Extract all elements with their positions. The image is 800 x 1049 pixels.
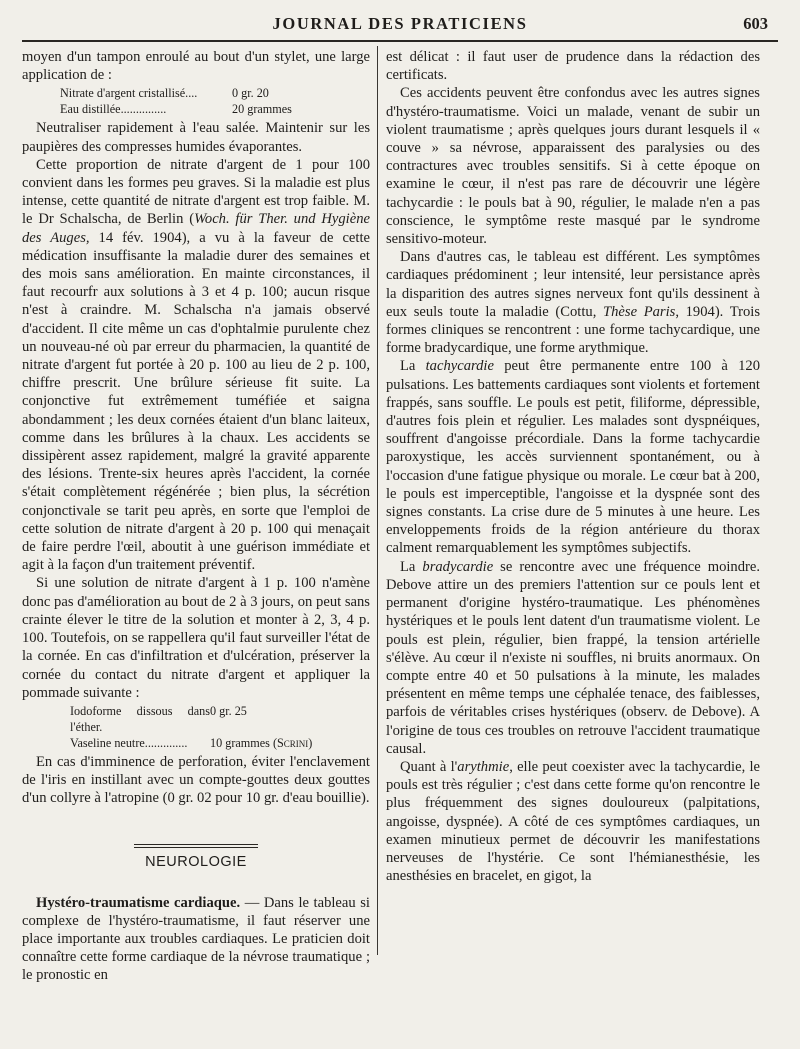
prescription-line bbox=[22, 85, 370, 101]
paragraph bbox=[386, 558, 760, 758]
paragraph: En cas d'imminence de perforation, éviter l'enclavement de l'iris en instillant avec un compte-gouttes deux gouttes d'un collyre à l'atropine (0 gr. 02 pour 10 gr. d'eau bouillie). bbox=[22, 753, 370, 807]
term: bradycardie bbox=[422, 558, 494, 575]
journal-title: JOURNAL DES PRATICIENS bbox=[272, 14, 528, 33]
section-rule bbox=[134, 844, 258, 845]
ingredient: Iodoforme dissous dans l'éther. bbox=[70, 703, 210, 734]
text-run: La bbox=[400, 358, 426, 375]
source-author: (Scrini) bbox=[272, 735, 313, 750]
text-run: 14 fév. 1904), a vu à la faveur de cette médication insuffisante la maladie durer des semaines et des mois sans amélioration. En mainte circonstances, il faut recourfr aux solutions à 3 et 4 p. 100; aucun risque n'est à craindre. M. Schalscha n'a jamais observé d'accident. Il cite même un cas d'ophtalmie purulente chez un nouveau-né où par erreur du pharmacien, la quantité de nitrate d'argent fut portée à 20 p. 100 au lieu de 2 p. 100, chiffre prescrit. Une brûlure sérieuse fit suite. La conjonctive fut extrêmement tuméfiée et saigna abondamment ; les deux cornées étaient d'un blanc laiteux, comme dans les brûlures à la chaux. Les accidents se dissipèrent assez rapidement, malgré la gravité apparente des lésions. Trente-six heures après l'accident, la cornée s'était complètement régénérée ; bien plus, la sécrétion conjonctivale se tarit peu après, en sorte que l'emploi de cette solution de nitrate d'argent à 20 p. 100 qui menaçait de faire perdre l'œil, aboutit à une guérison immédiate et agit à la façon d'un traitement préventif. bbox=[22, 229, 370, 574]
quantity: 0 gr. 20 bbox=[232, 86, 269, 101]
paragraph bbox=[386, 248, 760, 357]
text-run: , 1904). Trois formes cliniques se rencontrent : une forme tachycardique, une forme bradycardique, une forme arythmique. bbox=[386, 303, 760, 357]
page-number: 603 bbox=[743, 14, 768, 33]
paragraph bbox=[386, 357, 760, 557]
column-divider bbox=[377, 46, 378, 955]
prescription-line bbox=[22, 735, 370, 751]
text-run: peut être permanente entre 100 à 120 pulsations. Les battements cardiaques sont violents et fortement frappés, sans souffle. Le pouls est petit, filiforme, dépressible, d'autres fois plein et régulier. Les malades sont dyspnéiques, souffrent d'angoisse précordiale. Dans la forme tachycardie paroxystique, les accès surviennent spontanément, ou à l'occasion d'une fatigue physique ou morale. Le cœur bat à 200, le pouls est imperceptible, l'angoisse et la dyspnée sont des signes constants. La crise dure de 5 minutes à une heure. Les enveloppements froids de la région antérieure du thorax calment remarquablement les symptômes subjectifs. bbox=[386, 358, 761, 557]
prescription-line bbox=[22, 101, 370, 117]
paragraph: Si une solution de nitrate d'argent à 1 p. 100 n'amène donc pas d'amélioration au bout de 2 à 3 jours, on peut sans crainte élever le titre de la solution et monter à 2, 3, 4 p. 100. Toutefois, on se rappellera qu'il faut surveiller l'état de la cornée. En cas d'infiltration et d'ulcération, préserver la cornée du contact du nitrate d'argent et appliquer la pommade suivante : bbox=[22, 575, 370, 701]
text-run: La bbox=[400, 558, 423, 575]
prescription-nitrate bbox=[22, 85, 370, 117]
left-column bbox=[22, 48, 370, 985]
term: tachycardie bbox=[425, 358, 494, 375]
ingredient: Nitrate d'argent cristallisé.... bbox=[60, 86, 198, 101]
ingredient: Vaseline neutre.............. bbox=[70, 735, 188, 750]
paragraph: est délicat : il faut user de prudence dans la rédaction des certificats. bbox=[386, 49, 760, 84]
section-header bbox=[22, 844, 370, 874]
header-rule bbox=[22, 40, 778, 42]
paragraph: Ces accidents peuvent être confondus avec les autres signes d'hystéro-traumatisme. Voici un malade, venant de subir un violent traumatisme ; après quelques jours durant lesquels il « couve » sa névrose, apparaissent des paralysies ou des contractures avec troubles sensitifs. Si à cette époque on examine le cœur, il n'est pas rare de découvrir une légère tachycardie : le pouls bat à 90, régulier, le malade n'en a pas conscience, le symptôme reste masqué par le syndrome sensitivo-moteur. bbox=[386, 85, 760, 248]
paragraph bbox=[386, 758, 760, 885]
paragraph: moyen d'un tampon enroulé au bout d'un stylet, une large application de : bbox=[22, 49, 370, 84]
text-run: — Dans le tableau si complexe de l'hystéro-traumatisme, il faut réserver une place importante aux troubles cardiaques. Le praticien doit connaître cette forme cardiaque de la névrose traumatique ; le pronostic en bbox=[22, 894, 370, 984]
text-run: Cette proportion de nitrate d'argent de 1 pour 100 convient dans les formes peu graves. Si la maladie est plus intense, cette quantité de nitrate d'argent est trop faible. M. le Dr Schalscha, de Berlin ( bbox=[22, 156, 370, 228]
right-column bbox=[386, 48, 760, 885]
paragraph bbox=[22, 156, 370, 575]
text-run: , elle peut coexister avec la tachycardie, le pouls est très régulier ; c'est dans cette forme qu'on rencontre le plus fréquemment des signes douloureux (palpitations, angoisse, dyspnée). A côté de ces symptômes cardiaques, un examen minutieux permet de découvrir les manifestations nerveuses de l'hystérie. Ce sont l'hémianesthésie, les anesthésies en bracelet, en gigot, la bbox=[386, 758, 760, 885]
prescription-line bbox=[22, 703, 370, 735]
quantity: 20 grammes bbox=[232, 102, 292, 117]
quantity: 0 gr. 25 bbox=[210, 703, 247, 718]
paragraph: Neutraliser rapidement à l'eau salée. Maintenir sur les paupières des compresses humides évaporantes. bbox=[22, 120, 370, 155]
text-run: Quant à l' bbox=[400, 758, 458, 775]
paragraph bbox=[22, 894, 370, 985]
thesis-reference: Thèse Paris bbox=[603, 303, 676, 320]
ingredient: Eau distillée............... bbox=[60, 102, 167, 117]
prescription-pommade bbox=[22, 703, 370, 751]
section-rule bbox=[134, 847, 258, 848]
running-header bbox=[22, 8, 778, 38]
article-title: Hystéro-traumatisme cardiaque. bbox=[36, 894, 241, 911]
journal-reference: Woch. für Ther. und Hygiène des Auges, bbox=[22, 211, 370, 246]
term: arythmie bbox=[457, 758, 510, 775]
text-run: Dans d'autres cas, le tableau est différent. Les symptômes cardiaques prédominent ; leur intensité, leur persistance après la disparition des autres signes nerveux font qu'ils dessinent à eux seuls toute la maladie (Cottu, bbox=[386, 249, 760, 320]
text-run: se rencontre avec une fréquence moindre. Debove attire un des premiers l'attention sur ce pouls lent et permanent d'origine hystéro-traumatique. Les phénomènes hystériques et le pouls lent datent d'un traumatisme violent. Le pouls est plein, régulier, bien frappé, la tension artérielle s'élève. Au cœur il n'existe ni souffles, ni bruits anormaux. On compte entre 40 et 50 pulsations à la minute, les malades présentent en même temps une céphalée tenace, des faiblesses, parfois de véritables crises hystériques (observ. de Debove). A l'origine de tous ces troubles on retrouve l'accident traumatique causal. bbox=[386, 558, 760, 757]
quantity-value: 10 grammes bbox=[210, 735, 270, 750]
section-title: NEUROLOGIE bbox=[145, 853, 247, 870]
quantity bbox=[210, 735, 370, 751]
